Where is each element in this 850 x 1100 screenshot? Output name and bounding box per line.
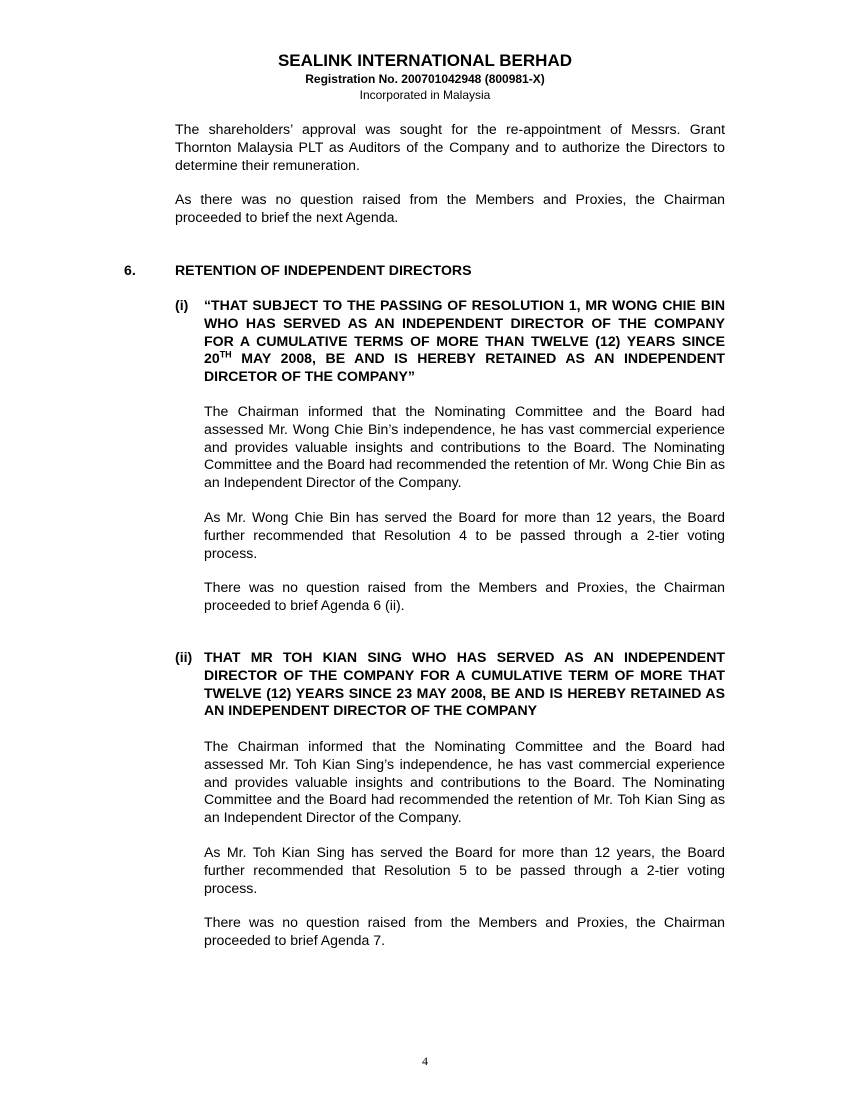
ordinal-superscript: TH [219,349,232,360]
company-name: SEALINK INTERNATIONAL BERHAD [277,51,573,70]
no-question-paragraph: There was no question raised from the Members and Proxies, the Chairman proceeded to brief Agenda 7. [204,914,725,948]
next-agenda-paragraph: As there was no question raised from the Members and Proxies, the Chairman proceeded to brief the next Agenda. [175,191,725,225]
section-title: RETENTION OF INDEPENDENT DIRECTORS [175,262,472,278]
section-number: 6. [124,262,136,278]
incorporation-note: Incorporated in Malaysia [359,88,491,102]
registration-number: Registration No. 200701042948 (800981-X) [305,72,545,86]
item-label: (i) [175,297,189,313]
voting-paragraph: As Mr. Toh Kian Sing has served the Board for more than 12 years, the Board further recommended that Resolution 5 to be passed through a 2-tier voting process. [204,844,725,896]
document-header [0,51,850,103]
resolution-text [204,297,725,386]
assessment-paragraph: The Chairman informed that the Nominating Committee and the Board had assessed Mr. Toh Kian Sing’s independence, he has vast commercial experience and provides valuable insights and contributions to the Board. The Nominating Committee and the Board had recommended the retention of Mr. Toh Kian Sing as an Independent Director of the Company. [204,738,725,826]
voting-paragraph: As Mr. Wong Chie Bin has served the Board for more than 12 years, the Board further recommended that Resolution 4 to be passed through a 2-tier voting process. [204,509,725,561]
assessment-paragraph: The Chairman informed that the Nominating Committee and the Board had assessed Mr. Wong Chie Bin’s independence, he has vast commercial experience and provides valuable insights and contributions to the Board. The Nominating Committee and the Board had recommended the retention of Mr. Wong Chie Bin as an Independent Director of the Company. [204,403,725,491]
page-number: 4 [422,1054,428,1068]
item-label: (ii) [175,649,193,665]
no-question-paragraph: There was no question raised from the Members and Proxies, the Chairman proceeded to brief Agenda 6 (ii). [204,579,725,613]
auditor-reappointment-paragraph: The shareholders’ approval was sought for the re-appointment of Messrs. Grant Thornton Malaysia PLT as Auditors of the Company and to authorize the Directors to determine their remuneration. [175,121,725,173]
resolution-text-part: MAY 2008, BE AND IS HEREBY RETAINED AS AN INDEPENDENT DIRCETOR OF THE COMPANY” [204,350,725,385]
resolution-text: THAT MR TOH KIAN SING WHO HAS SERVED AS AN INDEPENDENT DIRECTOR OF THE COMPANY FOR A CUMULATIVE TERM OF MORE THAT TWELVE (12) YEARS SINCE 23 MAY 2008, BE AND IS HEREBY RETAINED AS AN INDEPENDENT DIRECTOR OF THE COMPANY [204,649,725,719]
resolution-text-part: “THAT SUBJECT TO THE PASSING OF RESOLUTION 1, MR WONG CHIE BIN WHO HAS SERVED AS AN INDEPENDENT DIRECTOR OF THE COMPANY FOR A CUMULATIVE TERMS OF MORE THAN TWELVE (12) YEARS SINCE 20 [204,297,725,367]
